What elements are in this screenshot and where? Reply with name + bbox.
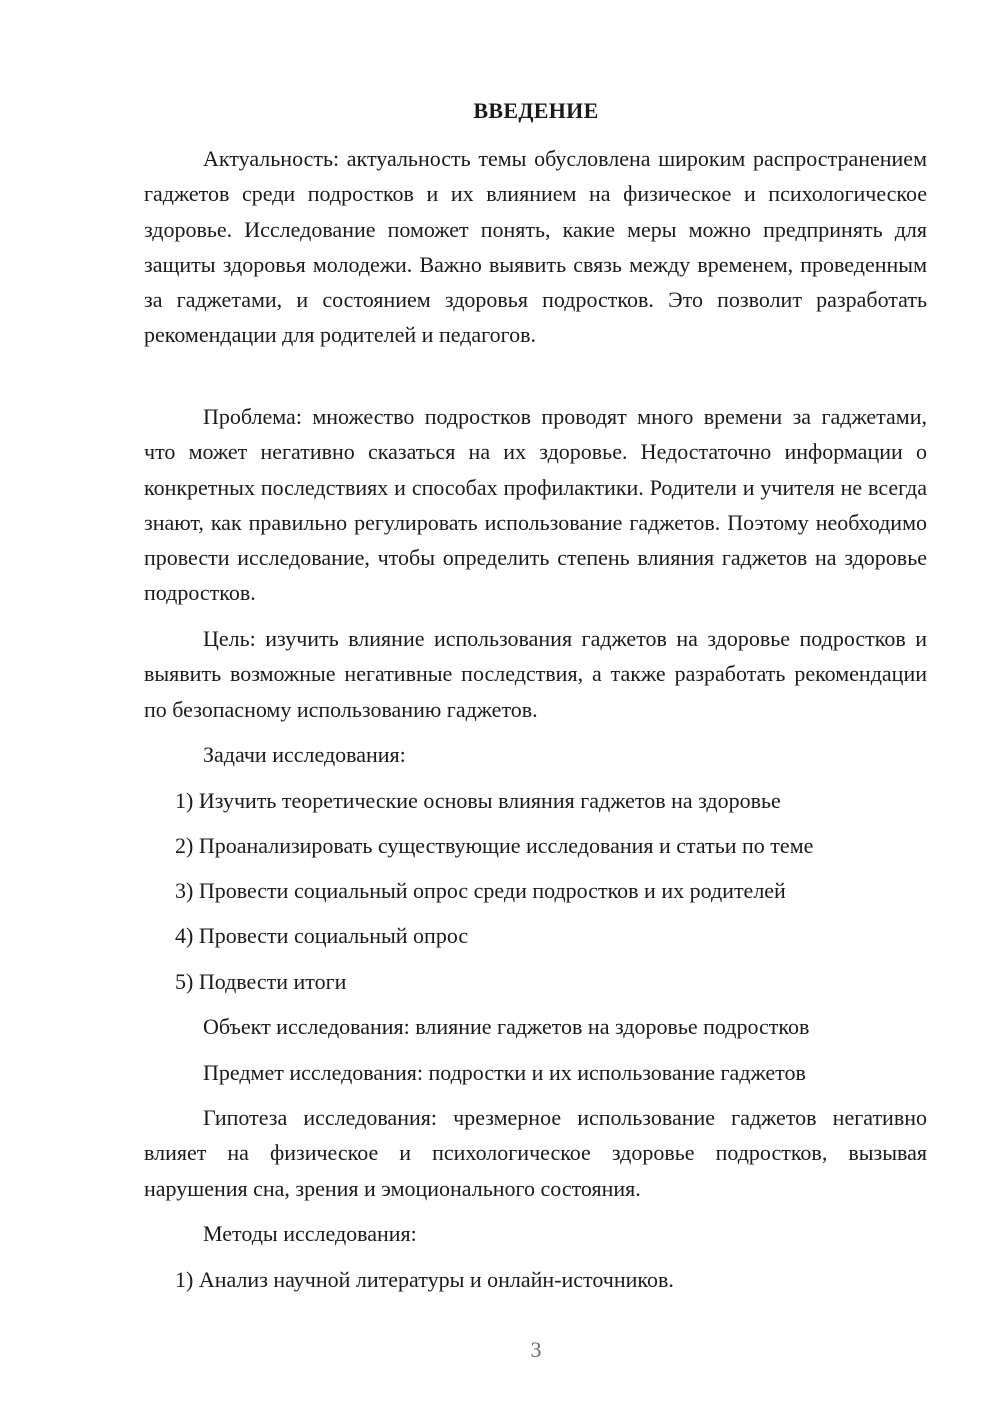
research-object: Объект исследования: влияние гаджетов на здоровье подростков [203,1014,810,1039]
method-item: 1) Анализ научной литературы и онлайн-источников. [175,1267,674,1292]
research-subject: Предмет исследования: подростки и их использование гаджетов [203,1060,806,1085]
goal-paragraph: Цель: изучить влияние использования гаджетов на здоровье подростков и выявить возможные негативные последствия, а также разработать рекомендации по безопасному использованию гаджетов. [144,626,927,722]
methods-heading: Методы исследования: [203,1221,417,1246]
task-item: 4) Провести социальный опрос [175,923,469,948]
task-item: 2) Проанализировать существующие исследования и статьи по теме [175,833,814,858]
relevance-paragraph: Актуальность: актуальность темы обусловлена широким распространением гаджетов среди подростков и их влиянием на физическое и психологическое здоровье. Исследование поможет понять, какие меры можно предпринять для защиты здоровья молодежи. Важно выявить связь между временем, проведенным за гаджетами, и состоянием здоровья подростков. Это позволит разработать рекомендации для родителей и педагогов. [144,146,927,348]
task-item: 3) Провести социальный опрос среди подростков и их родителей [175,878,786,903]
problem-paragraph: Проблема: множество подростков проводят много времени за гаджетами, что может негативно сказаться на их здоровье. Недостаточно информации о конкретных последствиях и способах профилактики. Родители и учителя не всегда знают, как правильно регулировать использование гаджетов. Поэтому необходимо провести исследование, чтобы определить степень влияния гаджетов на здоровье подростков. [144,404,927,606]
tasks-heading: Задачи исследования: [203,742,406,767]
hypothesis-paragraph: Гипотеза исследования: чрезмерное использование гаджетов негативно влияет на физическое и психологическое здоровье подростков, вызывая нарушения сна, зрения и эмоционального состояния. [144,1105,927,1201]
task-item: 1) Изучить теоретические основы влияния гаджетов на здоровье [175,788,781,813]
page-number: 3 [530,1337,542,1362]
page-title: ВВЕДЕНИЕ [473,98,599,123]
task-item: 5) Подвести итоги [175,969,347,994]
